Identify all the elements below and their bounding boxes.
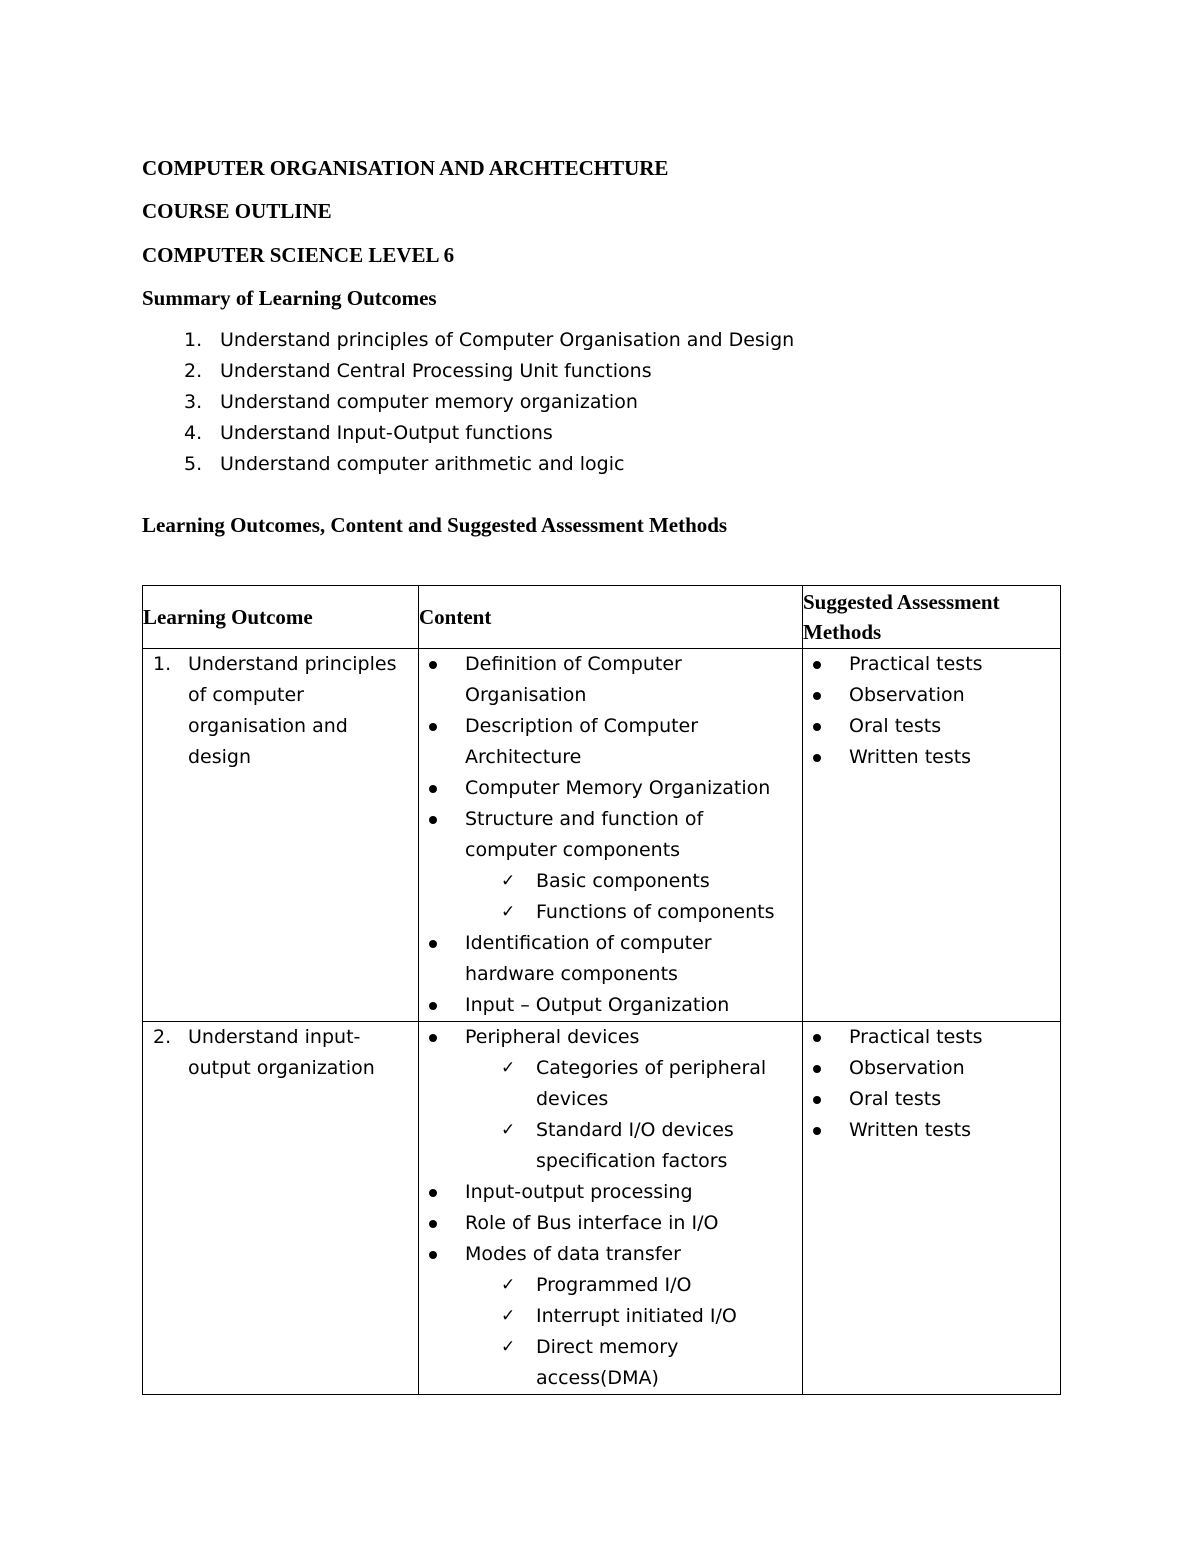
bullet-icon [813,661,821,669]
outcome-item [143,1022,418,1084]
assessment-cell [803,649,1061,1022]
content-item-text: Modes of data transfer [465,1243,681,1265]
content-item [419,1022,802,1053]
course-level: COMPUTER SCIENCE LEVEL 6 [142,243,455,267]
content-item [419,1239,802,1270]
bullet-icon [813,1034,821,1042]
sub-list-wrapper [419,1270,802,1394]
content-item [419,1177,802,1208]
content-list [419,1022,802,1394]
bullet-icon [813,754,821,762]
summary-item [142,449,1042,480]
assessment-item [803,711,1060,742]
content-list [419,649,802,1021]
outcome-text: Understand input-output organization [188,1026,375,1079]
outcome-number: 1. [153,653,172,675]
content-item-text: Computer Memory Organization [465,777,771,799]
assessment-list [803,1022,1060,1146]
summary-item-text: Understand computer memory organization [220,391,638,413]
summary-list [142,325,1042,480]
assessment-item [803,742,1060,773]
sub-item [419,866,796,897]
bullet-icon [429,1034,437,1042]
header-content: Content [419,586,803,649]
bullet-icon [813,1127,821,1135]
content-item-text: Description of Computer Architecture [465,715,699,768]
bullet-icon [429,785,437,793]
assessment-item-text: Oral tests [849,1088,942,1110]
table-row [143,649,1061,1022]
sub-item [419,1053,796,1115]
sub-list [419,866,796,928]
assessment-item-text: Observation [849,1057,965,1079]
content-item-text: Input-output processing [465,1181,693,1203]
assessment-cell [803,1022,1061,1395]
checkmark-icon: ✓ [501,1058,516,1078]
assessment-item-text: Practical tests [849,653,983,675]
bullet-icon [813,1065,821,1073]
course-outline-label: COURSE OUTLINE [142,199,332,223]
checkmark-icon: ✓ [501,1120,516,1140]
bullet-icon [813,723,821,731]
table-header-row [143,586,1061,649]
course-title: COMPUTER ORGANISATION AND ARCHTECHTURE [142,156,669,180]
assessment-item-text: Oral tests [849,715,942,737]
assessment-item-text: Observation [849,684,965,706]
content-item [419,1208,802,1239]
outcomes-table [142,585,1061,1395]
content-item-text: Peripheral devices [465,1026,640,1048]
assessment-item-text: Written tests [849,746,972,768]
table-body [143,649,1061,1395]
summary-item [142,418,1042,449]
content-cell [419,1022,803,1395]
bullet-icon [429,940,437,948]
bullet-icon [429,1251,437,1259]
assessment-item [803,1053,1060,1084]
content-item-text: Role of Bus interface in I/O [465,1212,719,1234]
sub-item [419,1115,796,1177]
assessment-item [803,1022,1060,1053]
assessment-item [803,1084,1060,1115]
sub-item-text: Functions of components [536,901,775,923]
summary-item-text: Understand computer arithmetic and logic [220,453,625,475]
summary-item-number: 2. [184,360,203,382]
summary-item [142,325,1042,356]
checkmark-icon: ✓ [501,1337,516,1357]
content-item [419,711,802,773]
content-cell [419,649,803,1022]
bullet-icon [429,1189,437,1197]
sub-item-text: Categories of peripheral devices [536,1057,767,1110]
bullet-icon [429,1002,437,1010]
bullet-icon [429,816,437,824]
checkmark-icon: ✓ [501,1275,516,1295]
outcome-number: 2. [153,1026,172,1048]
summary-item-number: 1. [184,329,203,351]
content-item [419,928,802,990]
bullet-icon [429,723,437,731]
summary-item-text: Understand principles of Computer Organisation and Design [220,329,795,351]
sub-list-wrapper [419,866,802,928]
bullet-icon [813,692,821,700]
assessment-list [803,649,1060,773]
header-assessment-methods: Suggested Assessment Methods [803,586,1061,649]
summary-item [142,387,1042,418]
summary-item [142,356,1042,387]
summary-heading: Summary of Learning Outcomes [142,286,437,310]
content-item [419,649,802,711]
checkmark-icon: ✓ [501,1306,516,1326]
sub-item-text: Basic components [536,870,710,892]
content-item-text: Identification of computer hardware components [465,932,712,985]
sub-item-text: Programmed I/O [536,1274,692,1296]
assessment-item-text: Written tests [849,1119,972,1141]
assessment-item [803,649,1060,680]
sub-item [419,1301,796,1332]
summary-item-number: 5. [184,453,203,475]
bullet-icon [429,661,437,669]
checkmark-icon: ✓ [501,871,516,891]
summary-item-text: Understand Input-Output functions [220,422,553,444]
content-item-text: Input – Output Organization [465,994,730,1016]
sub-item-text: Standard I/O devices specification factors [536,1119,734,1172]
content-item [419,990,802,1021]
content-item [419,773,802,804]
summary-item-number: 3. [184,391,203,413]
outcome-cell [143,1022,419,1395]
sub-item [419,1332,796,1394]
assessment-item-text: Practical tests [849,1026,983,1048]
sub-item-text: Interrupt initiated I/O [536,1305,737,1327]
sub-list-wrapper [419,1053,802,1177]
checkmark-icon: ✓ [501,902,516,922]
bullet-icon [429,1220,437,1228]
table-heading: Learning Outcomes, Content and Suggested Assessment Methods [142,513,728,537]
sub-item-text: Direct memory access(DMA) [536,1336,679,1389]
outcome-cell [143,649,419,1022]
assessment-item [803,1115,1060,1146]
sub-list [419,1270,796,1394]
content-item [419,804,802,866]
summary-item-text: Understand Central Processing Unit functions [220,360,652,382]
sub-list [419,1053,796,1177]
outcome-item [143,649,418,773]
outcome-text: Understand principles of computer organisation and design [188,653,397,768]
assessment-item [803,680,1060,711]
sub-item [419,1270,796,1301]
bullet-icon [813,1096,821,1104]
sub-item [419,897,796,928]
table-row [143,1022,1061,1395]
header-learning-outcome: Learning Outcome [143,586,419,649]
summary-item-number: 4. [184,422,203,444]
content-item-text: Definition of Computer Organisation [465,653,682,706]
content-item-text: Structure and function of computer components [465,808,704,861]
